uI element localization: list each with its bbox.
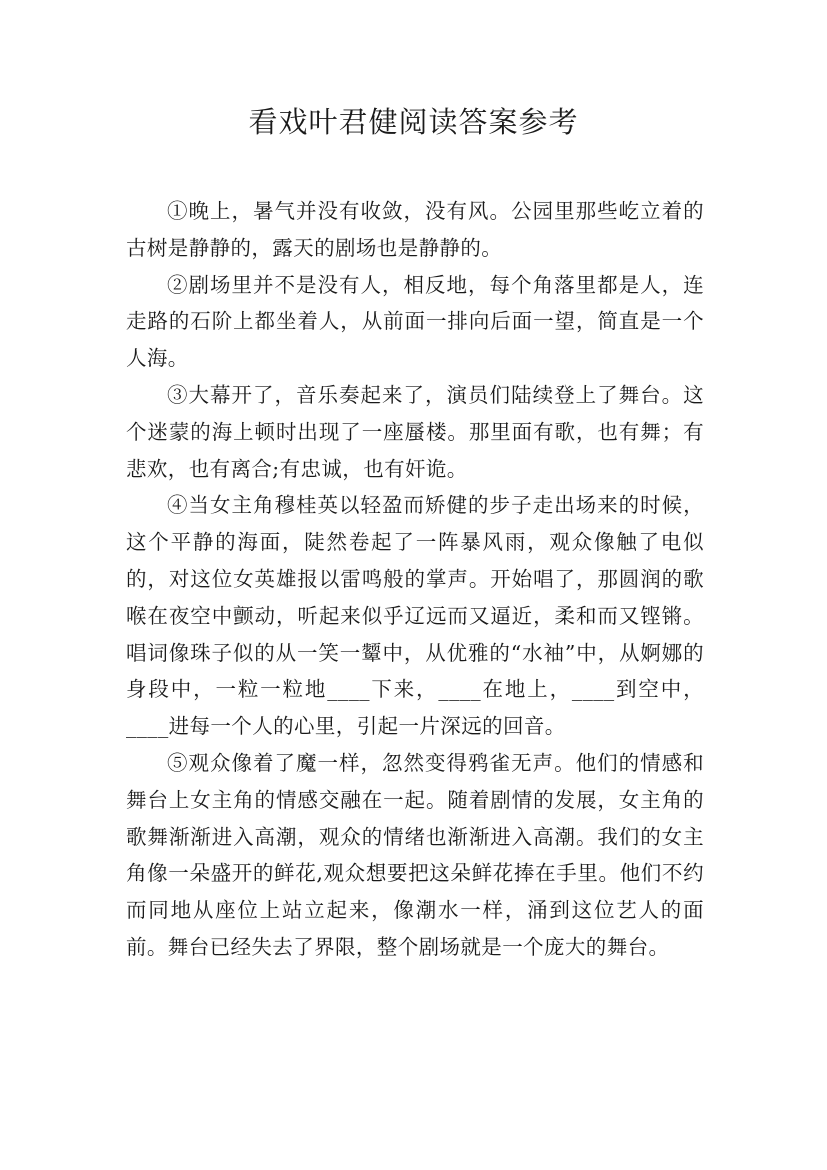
paragraph-1: ①晚上，暑气并没有收敛，没有风。公园里那些屹立着的古树是静静的，露天的剧场也是静静的。: [126, 199, 704, 260]
paragraph-5: ⑤观众像着了魔一样，忽然变得鸦雀无声。他们的情感和舞台上女主角的情感交融在一起。随着剧情的发展，女主角的歌舞渐渐进入高潮，观众的情绪也渐渐进入高潮。我们的女主角像一朵盛开的鲜花,观众想要把这朵鲜花捧在手里。他们不约而同地从座位上站立起来，像潮水一样，涌到这位艺人的面前。舞台已经失去了界限，整个剧场就是一个庞大的舞台。: [126, 750, 704, 959]
paragraph-4: ④当女主角穆桂英以轻盈而矫健的步子走出场来的时候，这个平静的海面，陡然卷起了一阵暴风雨，观众像触了电似的，对这位女英雄报以雷鸣般的掌声。开始唱了，那圆润的歌喉在夜空中颤动，听起来似乎辽远而又逼近，柔和而又铿锵。唱词像珠子似的从一笑一颦中，从优雅的“水袖”中，从婀娜的身段中，一粒一粒地____下来，____在地上，____到空中，____进每一个人的心里，引起一片深远的回音。: [126, 493, 704, 739]
paragraph-2: ②剧场里并不是没有人，相反地，每个角落里都是人，连走路的石阶上都坐着人，从前面一排向后面一望，简直是一个人海。: [126, 272, 704, 371]
article-body: [126, 193, 704, 966]
paragraph-3: ③大幕开了，音乐奏起来了，演员们陆续登上了舞台。这个迷蒙的海上顿时出现了一座蜃楼。那里面有歌，也有舞；有悲欢，也有离合;有忠诚，也有奸诡。: [126, 382, 704, 481]
document-title: 看戏叶君健阅读答案参考: [248, 105, 579, 139]
